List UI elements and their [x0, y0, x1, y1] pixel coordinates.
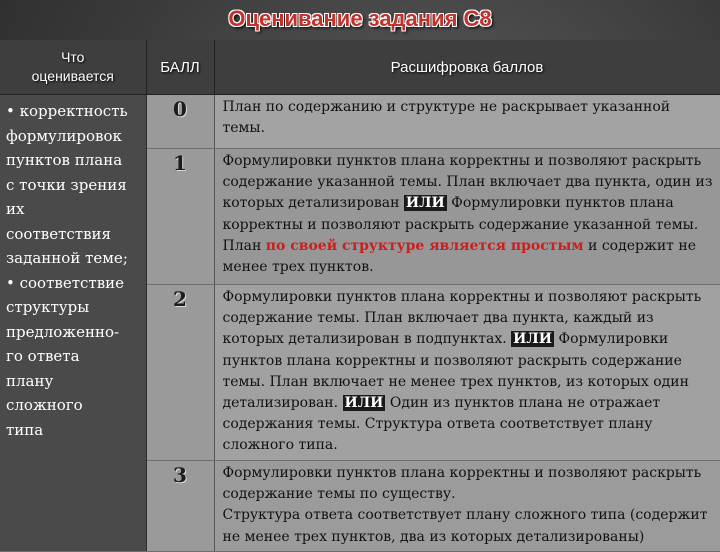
description-line: менее трех пунктов. [222, 259, 374, 276]
description-line [223, 329, 718, 350]
score-description [214, 285, 720, 461]
description-line: темы. [222, 120, 266, 137]
criteria-line: с точки зрения [6, 175, 127, 194]
description-line: содержание указанной темы. План включает два пункта, один из [222, 174, 713, 191]
or-highlight: ИЛИ [513, 331, 552, 348]
description-line [223, 393, 718, 414]
description-line: План по содержанию и структуре не раскрывает указанной [222, 99, 671, 115]
table-header-row [0, 40, 720, 95]
description-text: План [222, 237, 262, 254]
description-text: Один из пунктов плана не отражает [389, 395, 661, 412]
score-value [146, 461, 214, 552]
criteria-line: типа [6, 420, 44, 439]
score-value [146, 285, 214, 461]
criteria-line: структуры [6, 298, 90, 316]
description-line: Формулировки пунктов плана корректны и позволяют раскрыть [222, 289, 702, 305]
criteria-line: плану [6, 371, 54, 390]
description-line [223, 236, 718, 257]
grading-table [0, 40, 720, 552]
description-text: которых детализирован [222, 195, 400, 212]
criteria-line: пунктов плана [6, 151, 123, 169]
red-emphasis: по своей структуре является простым [265, 237, 584, 254]
criteria-line: заданной теме; [6, 249, 128, 267]
description-line: содержания темы. Структура ответа соответствует плану [222, 416, 653, 433]
or-highlight: ИЛИ [405, 195, 445, 212]
header-score-description: Расшифровка баллов [214, 40, 720, 95]
score-description [214, 95, 720, 149]
description-line: Структура ответа соответствует плану сложного типа (содержит [222, 507, 708, 524]
score-value [146, 149, 214, 285]
description-line: Формулировки пунктов плана корректны и позволяют раскрыть [222, 153, 702, 169]
criteria-line: • корректность [6, 102, 128, 120]
header-score: БАЛЛ [146, 40, 214, 95]
slide-title: Оценивание задания С8 [228, 6, 492, 31]
description-line: содержание темы. План включает два пункта, каждый из [222, 310, 654, 327]
score-number: 2 [173, 287, 187, 311]
score-number: 0 [173, 97, 187, 121]
score-description [214, 461, 720, 552]
score-value [146, 95, 214, 149]
criteria-line: их [6, 200, 25, 218]
criteria-cell [0, 95, 146, 552]
header-what-line2: оценивается [31, 68, 114, 84]
score-number: 1 [173, 151, 187, 175]
header-what-line1: Что [61, 49, 85, 65]
criteria-line: сложного [6, 396, 83, 414]
description-text: и содержит не [588, 237, 696, 254]
description-text: которых детализирован в подпунктах. [222, 331, 507, 348]
header-what-assessed [0, 40, 146, 95]
or-highlight: ИЛИ [344, 395, 384, 412]
description-line [223, 193, 718, 214]
description-line: пунктов плана корректны и позволяют раскрыть содержание [222, 352, 682, 369]
description-line: не менее трех пунктов, два из которых детализированы) [222, 528, 645, 545]
criteria-line: • соответствие [6, 273, 125, 292]
description-line: корректны и позволяют раскрыть содержание указанной темы. [222, 216, 699, 233]
score-number: 3 [173, 463, 187, 487]
description-text: детализирован. [222, 395, 339, 412]
description-line: содержание темы по существу. [222, 486, 456, 503]
criteria-line: го ответа [6, 347, 80, 365]
description-text: Формулировки [558, 331, 669, 348]
criteria-line: соответствия [6, 224, 111, 243]
score-description [214, 149, 720, 285]
table-row [0, 95, 720, 149]
description-line: Формулировки пунктов плана корректны и позволяют раскрыть [222, 465, 702, 481]
description-line: сложного типа. [222, 437, 338, 454]
description-line: темы. План включает не менее трех пунктов, из которых один [222, 373, 689, 390]
criteria-line: формулировок [6, 126, 122, 145]
criteria-line: предложенно- [6, 322, 120, 341]
description-text: Формулировки пунктов плана [451, 195, 674, 212]
